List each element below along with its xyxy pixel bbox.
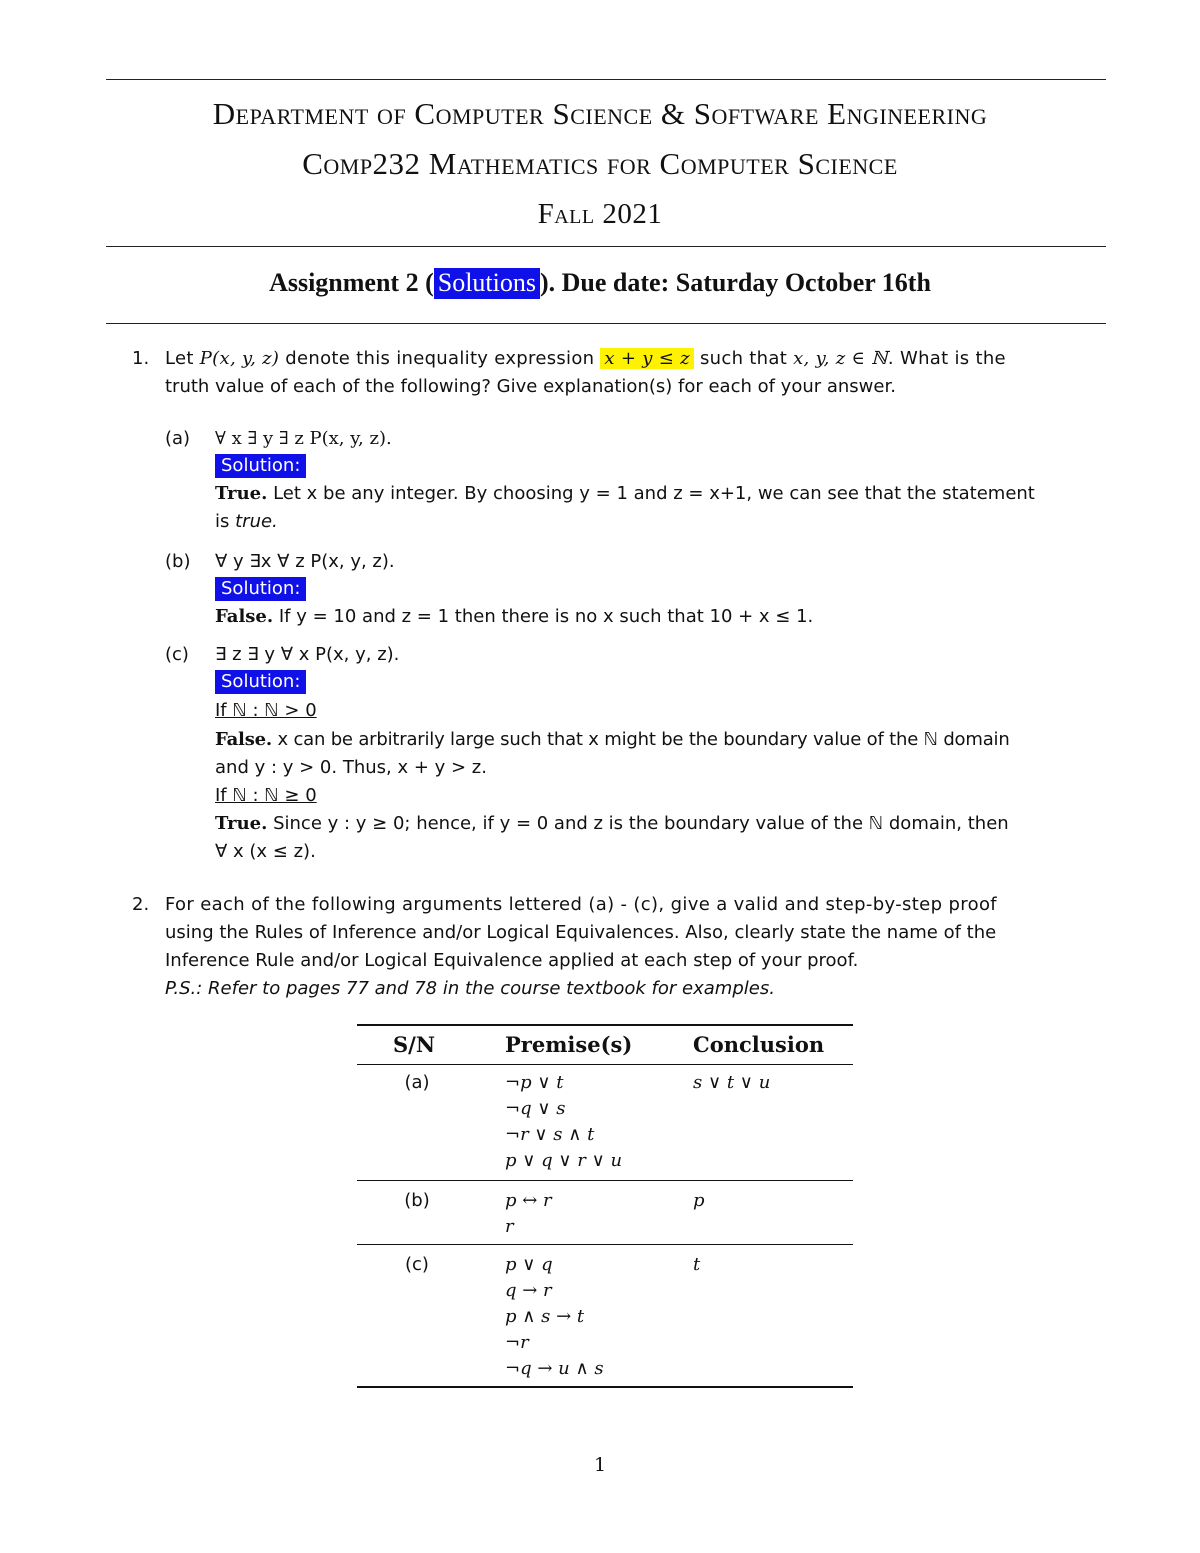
q1-domain: x, y, z ∈ ℕ xyxy=(793,348,888,369)
q1c-label: (c) xyxy=(165,644,189,665)
table-header-premises: Premise(s) xyxy=(505,1032,633,1057)
table-bottom-rule xyxy=(357,1386,853,1388)
q1a-solution-tag xyxy=(215,452,306,480)
answer-text: x can be arbitrarily large such that x might be the boundary value of the ℕ domain xyxy=(271,729,1010,750)
table-header-conclusion: Conclusion xyxy=(693,1032,825,1057)
title-bottom-rule xyxy=(106,323,1106,324)
table-row-b-conclusion: p xyxy=(693,1190,705,1211)
q1-text: . What is the xyxy=(887,348,1006,369)
q1-text: denote this inequality expression xyxy=(279,348,601,369)
table-row-a-conclusion: s ∨ t ∨ u xyxy=(693,1072,771,1093)
table-row-b-sn: (b) xyxy=(404,1190,430,1211)
table-header-sn: S/N xyxy=(393,1032,436,1057)
answer-text: If y = 10 and z = 1 then there is no x such that 10 + x ≤ 1. xyxy=(273,606,814,627)
solutions-badge: Solutions xyxy=(434,268,540,299)
q1c-case1-heading: If ℕ : ℕ > 0 xyxy=(215,700,317,721)
answer-word: True. xyxy=(215,813,268,834)
table-row-a-premise: ¬q ∨ s xyxy=(505,1098,566,1119)
table-row-a-premise: p ∨ q ∨ r ∨ u xyxy=(505,1150,623,1171)
q1a-label: (a) xyxy=(165,428,191,449)
q2-line2: using the Rules of Inference and/or Logical Equivalences. Also, clearly state the name of the xyxy=(165,922,997,943)
q1c-solution-tag xyxy=(215,668,306,696)
term-title: Fall 2021 xyxy=(537,198,663,230)
answer-text: Since y : y ≥ 0; hence, if y = 0 and z is the boundary value of the ℕ domain, then xyxy=(267,813,1009,834)
q1b-answer-line1 xyxy=(215,603,813,631)
q1c-statement: ∃ z ∃ y ∀ x P(x, y, z). xyxy=(215,644,400,665)
q2-number: 2. xyxy=(132,894,150,915)
page-number: 1 xyxy=(593,1454,607,1476)
table-row-c-premise: ¬r xyxy=(505,1332,529,1353)
assignment-title-prefix: Assignment 2 ( xyxy=(269,268,434,297)
solution-tag: Solution: xyxy=(215,454,306,478)
answer-text: Let x be any integer. By choosing y = 1 and z = x+1, we can see that the statement xyxy=(267,483,1035,504)
table-row-rule xyxy=(357,1244,853,1245)
answer-word: False. xyxy=(215,606,274,627)
answer-text: is xyxy=(215,511,236,532)
q1c-case1-line1 xyxy=(215,726,1010,754)
q1b-label: (b) xyxy=(165,551,191,572)
table-row-c-conclusion: t xyxy=(693,1254,701,1275)
q1-number: 1. xyxy=(132,348,150,369)
solution-tag: Solution: xyxy=(215,670,306,694)
q1-text: Let xyxy=(165,348,200,369)
header-bottom-rule xyxy=(106,246,1106,247)
course-title: Comp232 Mathematics for Computer Science xyxy=(302,146,898,181)
department-title: Department of Computer Science & Software Engineering xyxy=(212,96,988,131)
table-row-rule xyxy=(357,1180,853,1181)
q1a-answer-line1 xyxy=(215,480,1035,508)
q1-highlighted-inequality: x + y ≤ z xyxy=(600,348,694,369)
table-row-c-premise: p ∧ s → t xyxy=(505,1306,585,1327)
q1-line2: truth value of each of the following? Give explanation(s) for each of your answer. xyxy=(165,376,896,397)
table-row-c-premise: q → r xyxy=(505,1280,552,1301)
table-row-c-premise: ¬q → u ∧ s xyxy=(505,1358,604,1379)
q1c-case1-line2: and y : y > 0. Thus, x + y > z. xyxy=(215,757,487,778)
answer-italic: true. xyxy=(235,511,278,532)
table-row-b-premise: r xyxy=(505,1216,514,1237)
q1c-case2-heading: If ℕ : ℕ ≥ 0 xyxy=(215,785,317,806)
assignment-title xyxy=(60,268,1140,298)
answer-word: True. xyxy=(215,483,268,504)
q1c-case2-line2: ∀ x (x ≤ z). xyxy=(215,841,316,862)
assignment-title-suffix: ). Due date: Saturday October 16th xyxy=(539,268,931,297)
q2-line3: Inference Rule and/or Logical Equivalence applied at each step of your proof. xyxy=(165,950,859,971)
table-row-b-premise: p ↔ r xyxy=(505,1190,552,1211)
table-row-a-sn: (a) xyxy=(404,1072,430,1093)
q1c-case2-line1 xyxy=(215,810,1009,838)
q1-text: such that xyxy=(693,348,794,369)
q1b-statement: ∀ y ∃x ∀ z P(x, y, z). xyxy=(215,551,395,572)
q1a-answer-line2 xyxy=(215,508,278,536)
solution-tag: Solution: xyxy=(215,577,306,601)
table-header-rule xyxy=(357,1064,853,1065)
q1a-statement: ∀ x ∃ y ∃ z P(x, y, z). xyxy=(215,428,392,449)
header-top-rule xyxy=(106,79,1106,80)
q1-predicate: P(x, y, z) xyxy=(199,348,280,369)
answer-word: False. xyxy=(215,729,272,750)
table-row-c-premise: p ∨ q xyxy=(505,1254,553,1275)
q2-ps-note: P.S.: Refer to pages 77 and 78 in the course textbook for examples. xyxy=(165,978,775,999)
table-row-c-sn: (c) xyxy=(405,1254,429,1275)
table-row-a-premise: ¬r ∨ s ∧ t xyxy=(505,1124,595,1145)
q1-line1 xyxy=(165,345,1006,373)
q2-line1: For each of the following arguments lettered (a) - (c), give a valid and step-by-step proof xyxy=(165,894,997,915)
q1b-solution-tag xyxy=(215,575,306,603)
table-top-rule xyxy=(357,1024,853,1026)
table-row-a-premise: ¬p ∨ t xyxy=(505,1072,564,1093)
